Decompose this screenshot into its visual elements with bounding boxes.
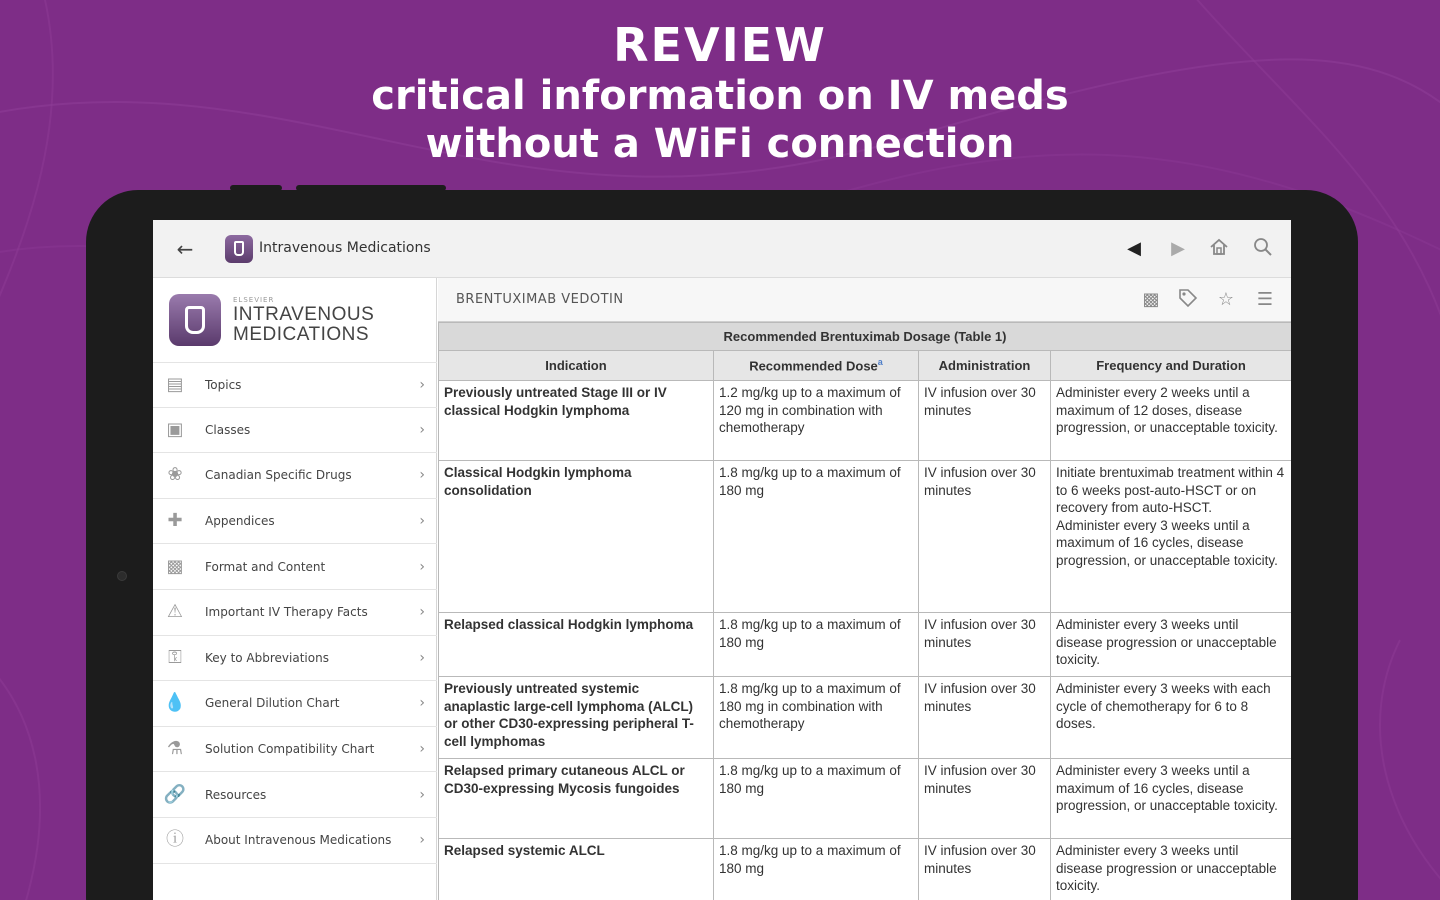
cell-administration: IV infusion over 30 minutes bbox=[919, 677, 1051, 759]
plus-icon: ✚ bbox=[167, 510, 183, 532]
iv-bag-icon bbox=[169, 294, 221, 346]
logo-publisher: ELSEVIER bbox=[233, 296, 275, 304]
cell-frequency: Administer every 3 weeks until disease progression or unacceptable toxicity. bbox=[1051, 839, 1292, 900]
cell-indication: Previously untreated systemic anaplastic large-cell lymphoma (ALCL) or other CD30-expressing peripheral T-cell lymphomas bbox=[439, 677, 714, 759]
cell-dose: 1.8 mg/kg up to a maximum of 180 mg bbox=[714, 461, 919, 613]
info-icon: ⓘ bbox=[166, 829, 184, 851]
cell-administration: IV infusion over 30 minutes bbox=[919, 759, 1051, 839]
sidebar-item-format[interactable] bbox=[153, 544, 437, 590]
cell-frequency bbox=[1051, 461, 1292, 613]
cell-administration: IV infusion over 30 minutes bbox=[919, 461, 1051, 613]
sidebar-item-about[interactable] bbox=[153, 818, 437, 864]
promo-banner bbox=[0, 18, 1440, 168]
sidebar-item-label: Key to Abbreviations bbox=[205, 650, 329, 665]
table-row bbox=[439, 381, 1292, 461]
sidebar-item-label: About Intravenous Medications bbox=[205, 833, 392, 848]
table-header-row bbox=[439, 351, 1292, 381]
app-toolbar bbox=[153, 220, 1291, 278]
sidebar-item-canadian-drugs[interactable] bbox=[153, 453, 437, 499]
logo-line1: INTRAVENOUS bbox=[233, 304, 375, 325]
document-icon: ▩ bbox=[166, 555, 184, 577]
header-dose bbox=[714, 351, 919, 381]
sidebar-item-label: Solution Compatibility Chart bbox=[205, 742, 375, 757]
cell-frequency: Administer every 3 weeks until disease progression or unacceptable toxicity. bbox=[1051, 613, 1292, 677]
cell-indication: Previously untreated Stage III or IV classical Hodgkin lymphoma bbox=[439, 381, 714, 461]
tag-icon[interactable] bbox=[1175, 287, 1201, 313]
table-caption-row bbox=[439, 323, 1292, 351]
cell-frequency: Administer every 3 weeks with each cycle of chemotherapy for 6 to 8 doses. bbox=[1051, 677, 1292, 759]
chevron-right-icon: › bbox=[419, 421, 425, 438]
sidebar-item-dilution[interactable] bbox=[153, 681, 437, 727]
chevron-right-icon: › bbox=[419, 786, 425, 803]
drug-name: BRENTUXIMAB VEDOTIN bbox=[456, 292, 624, 307]
sidebar-item-topics[interactable] bbox=[153, 362, 437, 408]
warning-icon: ⚠ bbox=[166, 601, 184, 623]
header-administration: Administration bbox=[919, 351, 1051, 381]
promo-subtitle-line1: critical information on IV meds bbox=[371, 73, 1069, 119]
header-indication: Indication bbox=[439, 351, 714, 381]
maple-leaf-icon: ❀ bbox=[167, 464, 183, 486]
flask-icon: ⚗ bbox=[166, 738, 184, 760]
sidebar-item-label: General Dilution Chart bbox=[205, 696, 340, 711]
sidebar-item-label: Canadian Specific Drugs bbox=[205, 468, 352, 483]
sidebar-item-label: Appendices bbox=[205, 514, 275, 529]
sidebar-item-compatibility[interactable] bbox=[153, 727, 437, 773]
folder-icon: ▣ bbox=[166, 418, 184, 440]
next-arrow-icon[interactable]: ▶ bbox=[1171, 238, 1185, 259]
dose-footnote-link[interactable]: a bbox=[877, 357, 883, 368]
cell-frequency: Administer every 2 weeks until a maximum of 12 doses, disease progression, or unacceptable toxicity. bbox=[1051, 381, 1292, 461]
cell-indication: Relapsed systemic ALCL bbox=[439, 839, 714, 900]
drug-monograph bbox=[438, 278, 1291, 900]
product-logo bbox=[169, 294, 429, 350]
sidebar-item-label: Resources bbox=[205, 787, 267, 802]
chevron-right-icon: › bbox=[419, 741, 425, 758]
app-title: Intravenous Medications bbox=[259, 240, 431, 256]
header-frequency: Frequency and Duration bbox=[1051, 351, 1292, 381]
cell-dose: 1.8 mg/kg up to a maximum of 180 mg in combination with chemotherapy bbox=[714, 677, 919, 759]
cell-dose: 1.2 mg/kg up to a maximum of 120 mg in combination with chemotherapy bbox=[714, 381, 919, 461]
edit-list-icon[interactable]: ☰ bbox=[1256, 289, 1274, 310]
cell-frequency-part1: Initiate brentuximab treatment within 4 to 6 weeks post-auto-HSCT or on recovery from auto-HSCT. bbox=[1056, 465, 1285, 515]
sidebar-item-label: Classes bbox=[205, 422, 251, 437]
cell-dose: 1.8 mg/kg up to a maximum of 180 mg bbox=[714, 759, 919, 839]
sidebar-item-appendices[interactable] bbox=[153, 499, 437, 545]
cell-dose: 1.8 mg/kg up to a maximum of 180 mg bbox=[714, 613, 919, 677]
prev-arrow-icon[interactable]: ◀ bbox=[1127, 238, 1141, 259]
chevron-right-icon: › bbox=[419, 467, 425, 484]
logo-line2: MEDICATIONS bbox=[233, 324, 370, 345]
sidebar-item-resources[interactable] bbox=[153, 772, 437, 818]
key-icon: ⚿ bbox=[168, 646, 182, 668]
table-caption: Recommended Brentuximab Dosage (Table 1) bbox=[439, 323, 1292, 351]
sidebar bbox=[153, 278, 437, 900]
star-icon[interactable]: ☆ bbox=[1217, 289, 1235, 310]
sidebar-item-label: Format and Content bbox=[205, 559, 326, 574]
table-row bbox=[439, 839, 1292, 900]
link-icon: 🔗 bbox=[163, 783, 187, 805]
cell-frequency: Administer every 3 weeks until a maximum of 16 cycles, disease progression, or unacceptable toxicity. bbox=[1051, 759, 1292, 839]
app-logo-icon bbox=[225, 235, 253, 263]
notes-icon[interactable]: ▩ bbox=[1142, 289, 1160, 310]
app-screen bbox=[153, 220, 1291, 900]
table-row bbox=[439, 461, 1292, 613]
sidebar-menu bbox=[153, 362, 437, 864]
chevron-right-icon: › bbox=[419, 832, 425, 849]
header-dose-label: Recommended Dose bbox=[749, 358, 878, 374]
monograph-header bbox=[438, 278, 1291, 322]
cell-indication: Classical Hodgkin lymphoma consolidation bbox=[439, 461, 714, 613]
chevron-right-icon: › bbox=[419, 558, 425, 575]
search-icon[interactable] bbox=[1250, 236, 1276, 262]
sidebar-item-iv-facts[interactable] bbox=[153, 590, 437, 636]
cell-dose: 1.8 mg/kg up to a maximum of 180 mg bbox=[714, 839, 919, 900]
camera-icon bbox=[117, 571, 127, 581]
promo-subtitle-line2: without a WiFi connection bbox=[425, 121, 1015, 167]
table-row bbox=[439, 759, 1292, 839]
sidebar-item-label: Important IV Therapy Facts bbox=[205, 605, 368, 620]
promo-title: REVIEW bbox=[613, 18, 827, 72]
chevron-right-icon: › bbox=[419, 695, 425, 712]
chevron-right-icon: › bbox=[419, 604, 425, 621]
chevron-right-icon: › bbox=[419, 376, 425, 393]
sidebar-item-label: Topics bbox=[205, 377, 242, 392]
home-icon[interactable] bbox=[1206, 236, 1232, 262]
cell-indication: Relapsed primary cutaneous ALCL or CD30-expressing Mycosis fungoides bbox=[439, 759, 714, 839]
cell-administration: IV infusion over 30 minutes bbox=[919, 613, 1051, 677]
sidebar-item-classes[interactable] bbox=[153, 408, 437, 454]
cell-indication: Relapsed classical Hodgkin lymphoma bbox=[439, 613, 714, 677]
drop-icon: 💧 bbox=[163, 692, 187, 714]
chevron-right-icon: › bbox=[419, 513, 425, 530]
sidebar-item-abbreviations[interactable] bbox=[153, 636, 437, 682]
cell-administration: IV infusion over 30 minutes bbox=[919, 839, 1051, 900]
table-row bbox=[439, 677, 1292, 759]
back-arrow-icon[interactable]: ← bbox=[176, 237, 194, 261]
table-row bbox=[439, 613, 1292, 677]
chevron-right-icon: › bbox=[419, 649, 425, 666]
cell-administration: IV infusion over 30 minutes bbox=[919, 381, 1051, 461]
dosage-table bbox=[438, 322, 1291, 900]
list-icon: ▤ bbox=[166, 373, 184, 395]
cell-frequency-part2: Administer every 3 weeks until a maximum of 16 cycles, disease progression, or unacceptable toxicity. bbox=[1056, 517, 1278, 568]
